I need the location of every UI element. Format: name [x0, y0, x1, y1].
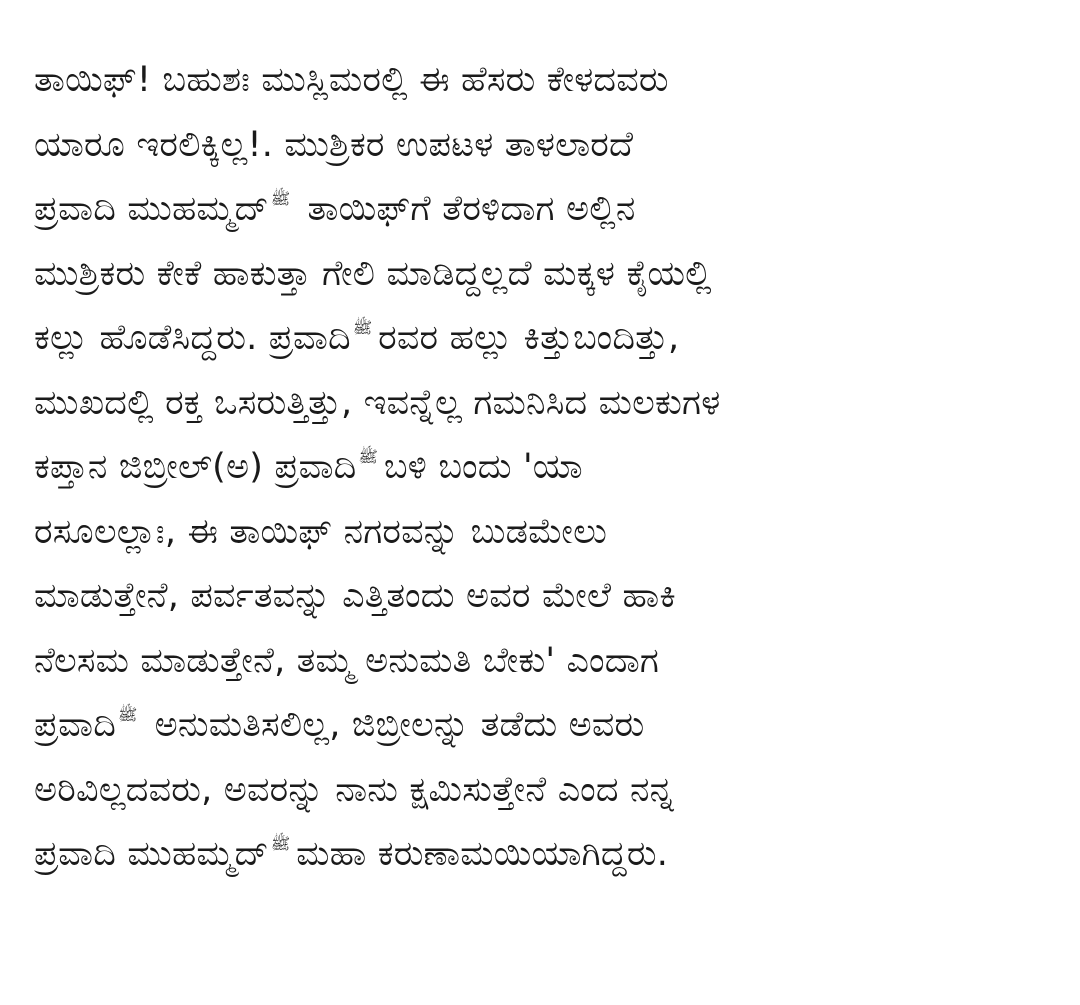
salawat-honorific: ﷺ	[352, 318, 373, 337]
text-segment: ರಸೂಲಲ್ಲಾಃ, ಈ ತಾಯಿಫ್ ನಗರವನ್ನು ಬುಡಮೇಲು	[34, 511, 608, 552]
salawat-honorific: ﷺ	[270, 189, 291, 208]
text-line-3	[34, 177, 1054, 242]
text-segment: ಯಾರೂ ಇರಲಿಕ್ಕಿಲ್ಲ!. ಮುಶ್ರಿಕರ ಉಪಟಳ ತಾಳಲಾರದೆ	[34, 124, 634, 165]
text-line-4	[34, 242, 1054, 307]
text-segment: ಪ್ರವಾದಿ ಮುಹಮ್ಮದ್	[34, 834, 269, 874]
text-segment: ಮುಖದಲ್ಲಿ ರಕ್ತ ಒಸರುತ್ತಿತ್ತು, ಇವನ್ನೆಲ್ಲ ಗಮನಿಸಿದ ಮಲಕುಗಳ	[34, 382, 721, 423]
text-line-12	[34, 758, 1054, 823]
text-line-9	[34, 564, 1054, 629]
text-segment: ಕಲ್ಲು ಹೊಡೆಸಿದ್ದರು. ಪ್ರವಾದಿ	[34, 318, 351, 358]
text-line-6	[34, 371, 1054, 436]
text-segment: ಅರಿವಿಲ್ಲದವರು, ಅವರನ್ನು ನಾನು ಕ್ಷಮಿಸುತ್ತೇನೆ ಎಂದ ನನ್ನ	[34, 769, 675, 810]
text-line-13	[34, 822, 1054, 887]
text-line-11	[34, 693, 1054, 758]
text-segment: ನೆಲಸಮ ಮಾಡುತ್ತೇನೆ, ತಮ್ಮ ಅನುಮತಿ ಬೇಕು' ಎಂದಾಗ	[34, 640, 660, 681]
text-line-5	[34, 306, 1054, 371]
text-segment: ಪ್ರವಾದಿ ಮುಹಮ್ಮದ್	[34, 189, 269, 229]
text-segment: ರವರ ಹಲ್ಲು ಕಿತ್ತುಬಂದಿತ್ತು,	[378, 318, 680, 358]
text-segment: ತಾಯಿಫ್! ಬಹುಶಃ ಮುಸ್ಲಿಮರಲ್ಲಿ ಈ ಹೆಸರು ಕೇಳದವರು	[34, 60, 669, 100]
salawat-honorific: ﷺ	[270, 834, 291, 853]
text-segment: ಮುಶ್ರಿಕರು ಕೇಕೆ ಹಾಕುತ್ತಾ ಗೇಲಿ ಮಾಡಿದ್ದಲ್ಲದೆ ಮಕ್ಕಳ ಕೈಯಲ್ಲಿ	[34, 253, 712, 294]
text-line-2	[34, 113, 1054, 178]
salawat-honorific: ﷺ	[118, 705, 138, 724]
text-segment: ಅನುಮತಿಸಲಿಲ್ಲ, ಜಿಬ್ರೀಲನ್ನು ತಡೆದು ಅವರು	[143, 705, 645, 745]
text-line-1	[34, 48, 1054, 113]
text-segment: ಮಾಡುತ್ತೇನೆ, ಪರ್ವತವನ್ನು ಎತ್ತಿತಂದು ಅವರ ಮೇಲೆ ಹಾಕಿ	[34, 576, 676, 616]
text-segment: ಪ್ರವಾದಿ	[34, 705, 117, 745]
text-segment: ಮಹಾ ಕರುಣಾಮಯಿಯಾಗಿದ್ದರು.	[296, 834, 669, 874]
body-text	[34, 48, 1054, 887]
text-line-10	[34, 629, 1054, 694]
text-line-8	[34, 500, 1054, 565]
text-segment: ಕಪ್ತಾನ ಜಿಬ್ರೀಲ್(ಅ) ಪ್ರವಾದಿ	[34, 447, 357, 487]
text-line-7	[34, 435, 1054, 500]
text-segment: ಬಳಿ ಬಂದು 'ಯಾ	[383, 447, 583, 487]
salawat-honorific: ﷺ	[358, 447, 378, 466]
text-segment: ತಾಯಿಫ್‌ಗೆ ತೆರಳಿದಾಗ ಅಲ್ಲಿನ	[296, 189, 636, 229]
